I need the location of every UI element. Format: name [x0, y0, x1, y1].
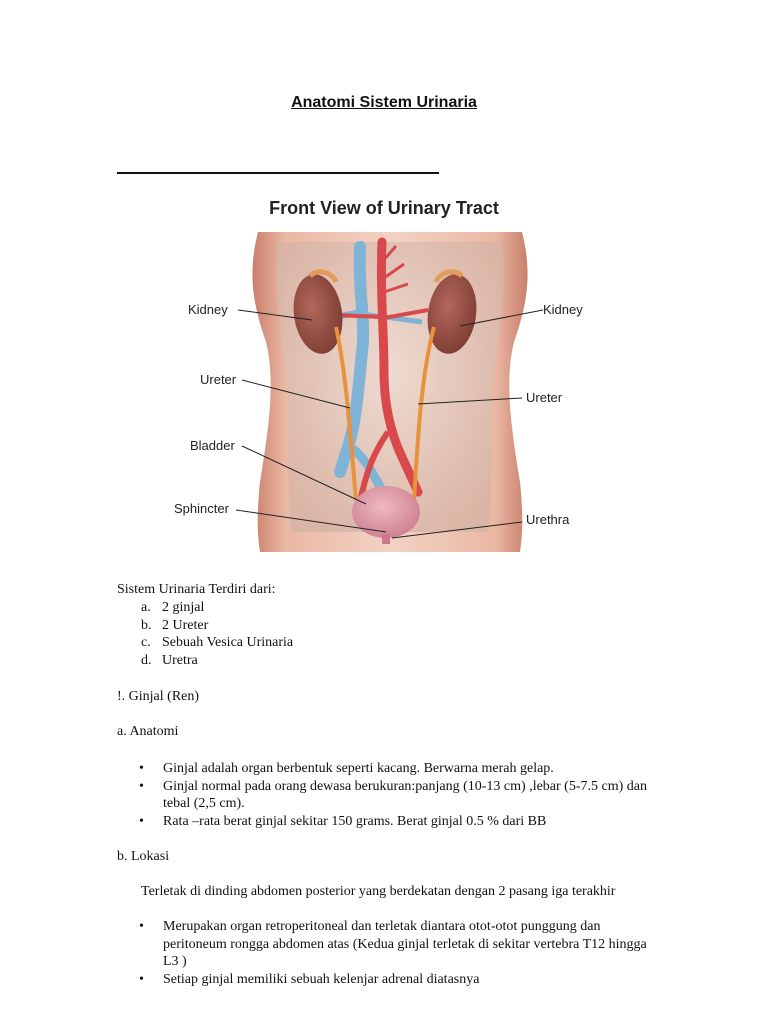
list-item-text: Setiap ginjal memiliki sebuah kelenjar adrenal diatasnya: [163, 971, 480, 987]
list-item-text: 2 ginjal: [162, 600, 205, 615]
list-item-text: Sebuah Vesica Urinaria: [162, 635, 294, 650]
label-ureter-right: Ureter: [526, 390, 563, 405]
list-item: [139, 813, 659, 831]
anatomy-bullet-list: [139, 760, 659, 830]
figure-title: Front View of Urinary Tract: [269, 198, 499, 218]
document-title: Anatomi Sistem Urinaria: [291, 94, 477, 111]
label-sphincter: Sphincter: [174, 501, 229, 516]
subheading-lokasi: b. Lokasi: [117, 849, 170, 864]
bullet-icon: •: [139, 778, 144, 794]
list-item: [141, 599, 293, 617]
list-item: [139, 971, 659, 989]
label-bladder: Bladder: [190, 438, 235, 453]
bullet-icon: •: [139, 919, 144, 934]
urinary-bladder: [352, 486, 420, 538]
label-urethra: Urethra: [526, 512, 570, 527]
list-item-text: Uretra: [162, 652, 198, 668]
list-item-text: Ginjal normal pada orang dewasa berukuran:panjang (10-13 cm) ,lebar (5-7.5 cm) dan tebal (2,5 cm).: [163, 778, 647, 811]
urethra-tube: [382, 534, 390, 544]
intro-text: Sistem Urinaria Terdiri dari:: [117, 582, 276, 597]
list-marker: b.: [141, 617, 152, 633]
list-item: [141, 634, 293, 652]
urinary-tract-illustration: [160, 232, 620, 552]
components-list: [141, 599, 293, 669]
horizontal-rule: [117, 172, 439, 174]
list-item: [139, 760, 659, 778]
location-paragraph: Terletak di dinding abdomen posterior yang berdekatan dengan 2 pasang iga terakhir: [141, 884, 616, 899]
list-item-text: Ginjal adalah organ berbentuk seperti kacang. Berwarna merah gelap.: [163, 761, 554, 776]
list-marker: c.: [141, 635, 151, 650]
bullet-icon: •: [139, 813, 144, 829]
list-item: [141, 617, 293, 635]
section-heading-ginjal: !. Ginjal (Ren): [117, 689, 200, 704]
list-item: [139, 918, 659, 971]
location-bullet-list: [139, 918, 659, 988]
bullet-icon: •: [139, 971, 144, 987]
list-item-text: 2 Ureter: [162, 617, 209, 633]
label-kidney-right: Kidney: [543, 302, 583, 317]
list-item-text: Merupakan organ retroperitoneal dan terletak diantara otot-otot punggung dan peritoneum rongga abdomen atas (Kedua ginjal terletak di sekitar vertebra T12 hingga L3 ): [163, 919, 647, 969]
bullet-icon: •: [139, 761, 144, 776]
list-marker: a.: [141, 600, 151, 615]
label-kidney-left: Kidney: [188, 302, 228, 317]
subheading-anatomi: a. Anatomi: [117, 724, 179, 739]
list-item: [141, 652, 293, 670]
list-item: [139, 778, 659, 813]
list-item-text: Rata –rata berat ginjal sekitar 150 grams. Berat ginjal 0.5 % dari BB: [163, 813, 547, 829]
label-ureter-left: Ureter: [200, 372, 237, 387]
list-marker: d.: [141, 652, 152, 668]
